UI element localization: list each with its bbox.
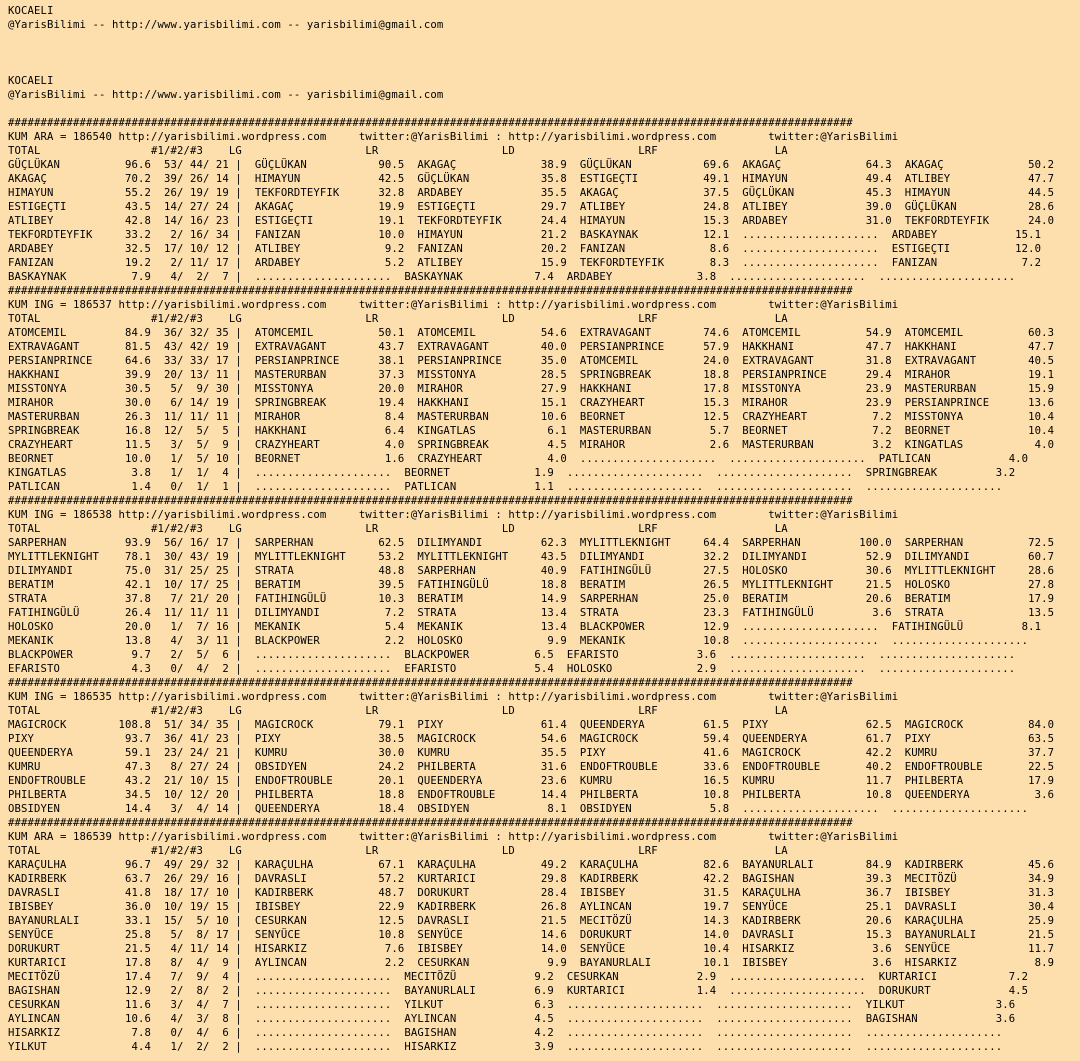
document-line: GÜÇLÜKAN 96.6 53/ 44/ 21 | GÜÇLÜKAN 90.5 AKAGAÇ 38.9 GÜÇLÜKAN 69.6 AKAGAÇ 64.3 AKAGAÇ 50.2	[8, 159, 1055, 171]
document-line: OBSIDYEN 14.4 3/ 4/ 14 | QUEENDERYA 18.4 OBSIDYEN 8.1 OBSIDYEN 5.8 ..................... .....................	[8, 803, 1029, 815]
document-line: KOCAELI	[8, 5, 54, 17]
document-line: KADIRBERK 63.7 26/ 29/ 16 | DAVRASLI 57.2 KURTARICI 29.8 KADIRBERK 42.2 BAGISHAN 39.3 MECITÖZÜ 34.9	[8, 873, 1055, 885]
document-line: BAGISHAN 12.9 2/ 8/ 2 | ..................... BAYANURLALI 6.9 KURTARICI 1.4 ..................... DORUKURT 4.5	[8, 985, 1029, 997]
document-line: BASKAYNAK 7.9 4/ 2/ 7 | ..................... BASKAYNAK 7.4 ARDABEY 3.8 ..................... .....................	[8, 271, 1016, 283]
document-line: HISARKIZ 7.8 0/ 4/ 6 | ..................... BAGISHAN 4.2 ..................... ..................... .....................	[8, 1027, 1003, 1039]
document-line: MIRAHOR 30.0 6/ 14/ 19 | SPRINGBREAK 19.4 HAKKHANI 15.1 CRAZYHEART 15.3 MIRAHOR 23.9 PERSIANPRINCE 13.6	[8, 397, 1055, 409]
document-line: KUMRU 47.3 8/ 27/ 24 | OBSIDYEN 24.2 PHILBERTA 31.6 ENDOFTROUBLE 33.6 ENDOFTROUBLE 40.2 ENDOFTROUBLE 22.5	[8, 761, 1055, 773]
document-line: PERSIANPRINCE 64.6 33/ 33/ 17 | PERSIANPRINCE 38.1 PERSIANPRINCE 35.0 ATOMCEMIL 24.0 EXTRAVAGANT 31.8 EXTRAVAGANT 40.5	[8, 355, 1055, 367]
document-line: ATOMCEMIL 84.9 36/ 32/ 35 | ATOMCEMIL 50.1 ATOMCEMIL 54.6 EXTRAVAGANT 74.6 ATOMCEMIL 54.9 ATOMCEMIL 60.3	[8, 327, 1055, 339]
document-line: DORUKURT 21.5 4/ 11/ 14 | HISARKIZ 7.6 IBISBEY 14.0 SENYÜCE 10.4 HISARKIZ 3.6 SENYÜCE 11.7	[8, 943, 1055, 955]
document-line: PHILBERTA 34.5 10/ 12/ 20 | PHILBERTA 18.8 ENDOFTROUBLE 14.4 PHILBERTA 10.8 PHILBERTA 10.8 QUEENDERYA 3.6	[8, 789, 1055, 801]
document-line: MECITÖZÜ 17.4 7/ 9/ 4 | ..................... MECITÖZÜ 9.2 CESURKAN 2.9 ..................... KURTARICI 7.2	[8, 971, 1029, 983]
document-line: KUM ING = 186535 http://yarisbilimi.wordpress.com twitter:@YarisBilimi : http://yarisbilimi.wordpress.com twitter:@YarisBilimi	[8, 691, 899, 703]
document-line: BLACKPOWER 9.7 2/ 5/ 6 | ..................... BLACKPOWER 6.5 EFARISTO 3.6 ..................... .....................	[8, 649, 1016, 661]
document-line: TOTAL #1/#2/#3 LG LR LD LRF LA	[8, 145, 788, 157]
document-line: SARPERHAN 93.9 56/ 16/ 17 | SARPERHAN 62.5 DILIMYANDI 62.3 MYLITTLEKNIGHT 64.4 SARPERHAN 100.0 SARPERHAN 72.5	[8, 537, 1055, 549]
document-line: CESURKAN 11.6 3/ 4/ 7 | ..................... YILKUT 6.3 ..................... ..................... YILKUT 3.6	[8, 999, 1016, 1011]
document-line: ##################################################################################################################################	[8, 677, 853, 689]
document-line: KUM ARA = 186540 http://yarisbilimi.wordpress.com twitter:@YarisBilimi : http://yarisbilimi.wordpress.com twitter:@YarisBilimi	[8, 131, 899, 143]
document-line: KUM ING = 186537 http://yarisbilimi.wordpress.com twitter:@YarisBilimi : http://yarisbilimi.wordpress.com twitter:@YarisBilimi	[8, 299, 899, 311]
document-line: DILIMYANDI 75.0 31/ 25/ 25 | STRATA 48.8 SARPERHAN 40.9 FATIHINGÜLÜ 27.5 HOLOSKO 30.6 MYLITTLEKNIGHT 28.6	[8, 565, 1055, 577]
document-line: KUM ARA = 186539 http://yarisbilimi.wordpress.com twitter:@YarisBilimi : http://yarisbilimi.wordpress.com twitter:@YarisBilimi	[8, 831, 899, 843]
document-line: QUEENDERYA 59.1 23/ 24/ 21 | KUMRU 30.0 KUMRU 35.5 PIXY 41.6 MAGICROCK 42.2 KUMRU 37.7	[8, 747, 1055, 759]
document-line: MAGICROCK 108.8 51/ 34/ 35 | MAGICROCK 79.1 PIXY 61.4 QUEENDERYA 61.5 PIXY 62.5 MAGICROCK 84.0	[8, 719, 1055, 731]
document-line: ATLIBEY 42.8 14/ 16/ 23 | ESTIGEÇTI 19.1 TEKFORDTEYFIK 24.4 HIMAYUN 15.3 ARDABEY 31.0 TEKFORDTEYFIK 24.0	[8, 215, 1055, 227]
document-line: BEORNET 10.0 1/ 5/ 10 | BEORNET 1.6 CRAZYHEART 4.0 ..................... ..................... PATLICAN 4.0	[8, 453, 1029, 465]
document-line: EFARISTO 4.3 0/ 4/ 2 | ..................... EFARISTO 5.4 HOLOSKO 2.9 ..................... .....................	[8, 663, 1016, 675]
document-line: PATLICAN 1.4 0/ 1/ 1 | ..................... PATLICAN 1.1 ..................... ..................... .....................	[8, 481, 1003, 493]
document-line: ESTIGEÇTI 43.5 14/ 27/ 24 | AKAGAÇ 19.9 ESTIGEÇTI 29.7 ATLIBEY 24.8 ATLIBEY 39.0 GÜÇLÜKAN 28.6	[8, 201, 1055, 213]
document-line: BAYANURLALI 33.1 15/ 5/ 10 | CESURKAN 12.5 DAVRASLI 21.5 MECITÖZÜ 14.3 KADIRBERK 20.6 KARAÇULHA 25.9	[8, 915, 1055, 927]
document-line: TOTAL #1/#2/#3 LG LR LD LRF LA	[8, 523, 788, 535]
document-line: CRAZYHEART 11.5 3/ 5/ 9 | CRAZYHEART 4.0 SPRINGBREAK 4.5 MIRAHOR 2.6 MASTERURBAN 3.2 KINGATLAS 4.0	[8, 439, 1055, 451]
document-line	[8, 102, 1080, 116]
document-line: TOTAL #1/#2/#3 LG LR LD LRF LA	[8, 705, 788, 717]
document-line: ##################################################################################################################################	[8, 117, 853, 129]
document-line: HOLOSKO 20.0 1/ 7/ 16 | MEKANIK 5.4 MEKANIK 13.4 BLACKPOWER 12.9 ..................... FATIHINGÜLÜ 8.1	[8, 621, 1042, 633]
document-line: KURTARICI 17.8 8/ 4/ 9 | AYLINCAN 2.2 CESURKAN 9.9 BAYANURLALI 10.1 IBISBEY 3.6 HISARKIZ 8.9	[8, 957, 1055, 969]
document-line: TEKFORDTEYFIK 33.2 2/ 16/ 34 | FANIZAN 10.0 HIMAYUN 21.2 BASKAYNAK 12.1 ..................... ARDABEY 15.1	[8, 229, 1042, 241]
document-line: MISSTONYA 30.5 5/ 9/ 30 | MISSTONYA 20.0 MIRAHOR 27.9 HAKKHANI 17.8 MISSTONYA 23.9 MASTERURBAN 15.9	[8, 383, 1055, 395]
document-line: HAKKHANI 39.9 20/ 13/ 11 | MASTERURBAN 37.3 MISSTONYA 28.5 SPRINGBREAK 18.8 PERSIANPRINCE 29.4 MIRAHOR 19.1	[8, 369, 1055, 381]
document-line: PIXY 93.7 36/ 41/ 23 | PIXY 38.5 MAGICROCK 54.6 MAGICROCK 59.4 QUEENDERYA 61.7 PIXY 63.5	[8, 733, 1055, 745]
document-line: ENDOFTROUBLE 43.2 21/ 10/ 15 | ENDOFTROUBLE 20.1 QUEENDERYA 23.6 KUMRU 16.5 KUMRU 11.7 PHILBERTA 17.9	[8, 775, 1055, 787]
document-line	[8, 46, 1080, 60]
document-line: DAVRASLI 41.8 18/ 17/ 10 | KADIRBERK 48.7 DORUKURT 28.4 IBISBEY 31.5 KARAÇULHA 36.7 IBISBEY 31.3	[8, 887, 1055, 899]
document-line: @YarisBilimi -- http://www.yarisbilimi.com -- yarisbilimi@gmail.com	[8, 19, 444, 31]
document-line: AYLINCAN 10.6 4/ 3/ 8 | ..................... AYLINCAN 4.5 ..................... ..................... BAGISHAN 3.6	[8, 1013, 1016, 1025]
document-line: KARAÇULHA 96.7 49/ 29/ 32 | KARAÇULHA 67.1 KARAÇULHA 49.2 KARAÇULHA 82.6 BAYANURLALI 84.9 KADIRBERK 45.6	[8, 859, 1055, 871]
document-line: AKAGAÇ 70.2 39/ 26/ 14 | HIMAYUN 42.5 GÜÇLÜKAN 35.8 ESTIGEÇTI 49.1 HIMAYUN 49.4 ATLIBEY 47.7	[8, 173, 1055, 185]
document-line: SENYÜCE 25.8 5/ 8/ 17 | SENYÜCE 10.8 SENYÜCE 14.6 DORUKURT 14.0 DAVRASLI 15.3 BAYANURLALI 21.5	[8, 929, 1055, 941]
document-line	[8, 32, 1080, 46]
document-line: KINGATLAS 3.8 1/ 1/ 4 | ..................... BEORNET 1.9 ..................... ..................... SPRINGBREAK 3.2	[8, 467, 1016, 479]
document-line: ##################################################################################################################################	[8, 495, 853, 507]
document-line: BERATIM 42.1 10/ 17/ 25 | BERATIM 39.5 FATIHINGÜLÜ 18.8 BERATIM 26.5 MYLITTLEKNIGHT 21.5 HOLOSKO 27.8	[8, 579, 1055, 591]
document-line: TOTAL #1/#2/#3 LG LR LD LRF LA	[8, 845, 788, 857]
document-line	[8, 60, 1080, 74]
document-line: STRATA 37.8 7/ 21/ 20 | FATIHINGÜLÜ 10.3 BERATIM 14.9 SARPERHAN 25.0 BERATIM 20.6 BERATIM 17.9	[8, 593, 1055, 605]
document-line: EXTRAVAGANT 81.5 43/ 42/ 19 | EXTRAVAGANT 43.7 EXTRAVAGANT 40.0 PERSIANPRINCE 57.9 HAKKHANI 47.7 HAKKHANI 47.7	[8, 341, 1055, 353]
document-line: YILKUT 4.4 1/ 2/ 2 | ..................... HISARKIZ 3.9 ..................... ..................... .....................	[8, 1041, 1003, 1053]
document-line: ##################################################################################################################################	[8, 285, 853, 297]
document-line: HIMAYUN 55.2 26/ 19/ 19 | TEKFORDTEYFIK 32.8 ARDABEY 35.5 AKAGAÇ 37.5 GÜÇLÜKAN 45.3 HIMAYUN 44.5	[8, 187, 1055, 199]
document-line: SPRINGBREAK 16.8 12/ 5/ 5 | HAKKHANI 6.4 KINGATLAS 6.1 MASTERURBAN 5.7 BEORNET 7.2 BEORNET 10.4	[8, 425, 1055, 437]
document-line: MEKANIK 13.8 4/ 3/ 11 | BLACKPOWER 2.2 HOLOSKO 9.9 MEKANIK 10.8 ..................... .....................	[8, 635, 1029, 647]
document-line: TOTAL #1/#2/#3 LG LR LD LRF LA	[8, 313, 788, 325]
document-line: MYLITTLEKNIGHT 78.1 30/ 43/ 19 | MYLITTLEKNIGHT 53.2 MYLITTLEKNIGHT 43.5 DILIMYANDI 32.2 DILIMYANDI 52.9 DILIMYANDI 60.7	[8, 551, 1055, 563]
document-line: IBISBEY 36.0 10/ 19/ 15 | IBISBEY 22.9 KADIRBERK 26.8 AYLINCAN 19.7 SENYÜCE 25.1 DAVRASLI 30.4	[8, 901, 1055, 913]
document-line: KOCAELI	[8, 75, 54, 87]
document-line: FATIHINGÜLÜ 26.4 11/ 11/ 11 | DILIMYANDI 7.2 STRATA 13.4 STRATA 23.3 FATIHINGÜLÜ 3.6 STRATA 13.5	[8, 607, 1055, 619]
document-line: MASTERURBAN 26.3 11/ 11/ 11 | MIRAHOR 8.4 MASTERURBAN 10.6 BEORNET 12.5 CRAZYHEART 7.2 MISSTONYA 10.4	[8, 411, 1055, 423]
document-line: KUM ING = 186538 http://yarisbilimi.wordpress.com twitter:@YarisBilimi : http://yarisbilimi.wordpress.com twitter:@YarisBilimi	[8, 509, 899, 521]
document-line: FANIZAN 19.2 2/ 11/ 17 | ARDABEY 5.2 ATLIBEY 15.9 TEKFORDTEYFIK 8.3 ..................... FANIZAN 7.2	[8, 257, 1042, 269]
document-line: ##################################################################################################################################	[8, 817, 853, 829]
document-line: ARDABEY 32.5 17/ 10/ 12 | ATLIBEY 9.2 FANIZAN 20.2 FANIZAN 8.6 ..................... ESTIGEÇTI 12.0	[8, 243, 1042, 255]
document-line: @YarisBilimi -- http://www.yarisbilimi.com -- yarisbilimi@gmail.com	[8, 89, 444, 101]
